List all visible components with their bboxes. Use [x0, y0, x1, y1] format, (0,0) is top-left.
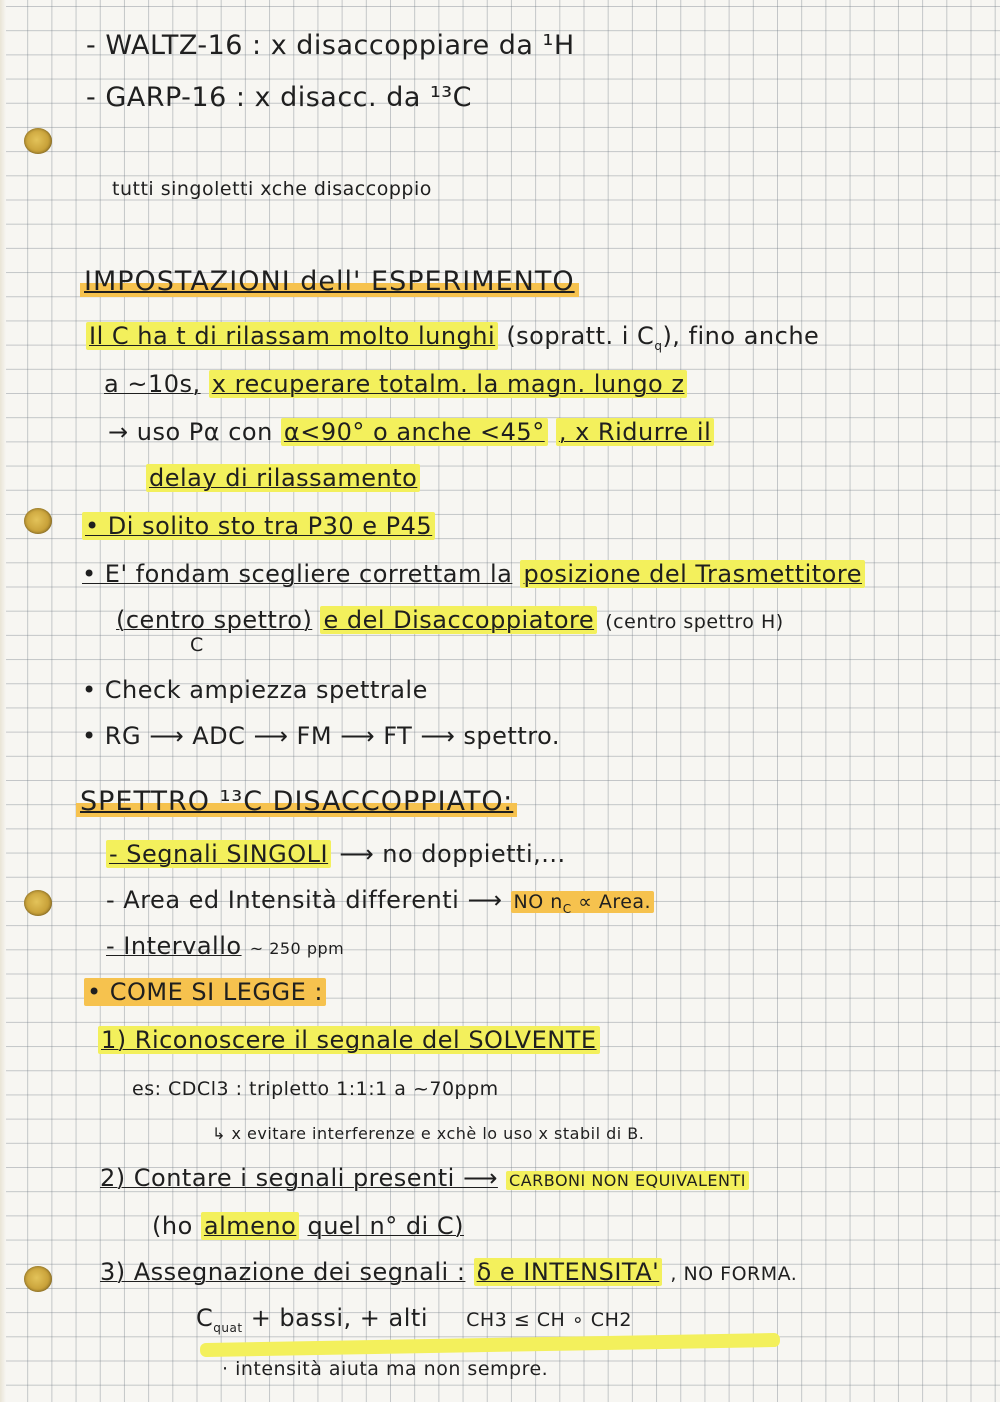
note-line: • Check ampiezza spettrale	[82, 676, 428, 704]
subscript: q	[654, 338, 663, 353]
highlighted-text: - Segnali SINGOLI	[106, 840, 331, 868]
note-text: ⟶ no doppietti,...	[339, 840, 566, 868]
highlighted-text: 1) Riconoscere il segnale del SOLVENTE	[98, 1026, 600, 1054]
page-margin	[0, 0, 6, 1402]
note-line	[82, 512, 435, 540]
note-line	[108, 418, 714, 446]
note-line: tutti singoletti xche disaccoppio	[112, 178, 432, 200]
note-text: NO n	[513, 891, 563, 913]
note-text: quel n° di C)	[307, 1212, 464, 1240]
note-text: • E' fondam scegliere correttam la	[82, 560, 513, 588]
note-line	[116, 606, 784, 634]
note-text: 3) Assegnazione dei segnali :	[100, 1258, 466, 1286]
highlighted-text: CARBONI NON EQUIVALENTI	[506, 1171, 749, 1190]
note-line	[98, 1026, 600, 1054]
note-text: ), fino anche	[662, 322, 820, 350]
note-line	[82, 560, 865, 588]
highlighted-text: δ e INTENSITA'	[474, 1258, 663, 1286]
note-text: → uso Pα con	[108, 418, 273, 446]
note-line	[106, 932, 344, 960]
highlighted-text: delay di rilassamento	[146, 464, 420, 492]
note-text: (centro spettro H)	[605, 611, 784, 633]
note-text: (ho	[152, 1212, 193, 1240]
note-line: es: CDCl3 : tripletto 1:1:1 a ~70ppm	[132, 1078, 499, 1100]
highlighted-text: almeno	[201, 1212, 299, 1240]
highlighted-text: posizione del Trasmettitore	[520, 560, 864, 588]
note-line	[106, 840, 566, 868]
highlighted-text	[511, 891, 655, 916]
note-subscript-c: C	[190, 634, 204, 656]
note-line	[100, 1258, 797, 1286]
section-title-text: SPETTRO ¹³C DISACCOPPIATO:	[76, 786, 517, 817]
note-line	[100, 1164, 749, 1192]
note-line: - WALTZ-16 : x disaccoppiare da ¹H	[86, 30, 575, 61]
note-line	[146, 464, 420, 492]
note-text: 2) Contare i segnali presenti ⟶	[100, 1164, 498, 1192]
highlighted-text: • Di solito sto tra P30 e P45	[82, 512, 435, 540]
section-title-text: IMPOSTAZIONI dell' ESPERIMENTO	[80, 266, 579, 297]
binder-hole	[24, 128, 52, 154]
note-line	[86, 322, 819, 353]
highlighted-text: x recuperare totalm. la magn. lungo z	[209, 370, 688, 398]
note-text: ~ 250 ppm	[249, 939, 345, 958]
highlighted-text: , x Ridurre il	[556, 418, 714, 446]
note-text: CH3 ≤ CH ∘ CH2	[466, 1309, 632, 1331]
note-text: C	[196, 1304, 214, 1332]
note-line	[104, 370, 687, 398]
note-line: · intensità aiuta ma non sempre.	[222, 1358, 549, 1380]
note-line	[152, 1212, 464, 1240]
highlighted-text: e del Disaccoppiatore	[320, 606, 597, 634]
note-line	[106, 886, 654, 916]
section-title	[80, 266, 579, 297]
note-text: - Intervallo	[106, 932, 242, 960]
highlighted-text: • COME SI LEGGE :	[84, 978, 326, 1006]
binder-hole	[24, 890, 52, 916]
note-text: a ~10s,	[104, 370, 201, 398]
note-text: - Area ed Intensità differenti ⟶	[106, 886, 503, 914]
note-text: ∝ Area.	[578, 891, 652, 913]
subscript: quat	[213, 1320, 243, 1335]
note-line: • RG ⟶ ADC ⟶ FM ⟶ FT ⟶ spettro.	[82, 722, 560, 750]
note-line: - GARP-16 : x disacc. da ¹³C	[86, 82, 472, 113]
highlighted-text: α<90° o anche <45°	[281, 418, 548, 446]
highlighted-text: Il C ha t di rilassam molto lunghi	[86, 322, 498, 350]
highlight-band	[200, 1333, 780, 1357]
binder-hole	[24, 1266, 52, 1292]
note-line	[84, 978, 326, 1006]
note-text: (sopratt. i C	[506, 322, 655, 350]
note-text: (centro spettro)	[116, 606, 313, 634]
note-line	[196, 1304, 632, 1335]
subscript: C	[562, 901, 572, 916]
note-line: ↳ x evitare interferenze e xchè lo uso x stabil di B.	[212, 1124, 645, 1143]
note-text: , NO FORMA.	[670, 1263, 798, 1285]
note-text: + bassi, + alti	[250, 1304, 428, 1332]
binder-hole	[24, 508, 52, 534]
section-title	[76, 786, 517, 817]
